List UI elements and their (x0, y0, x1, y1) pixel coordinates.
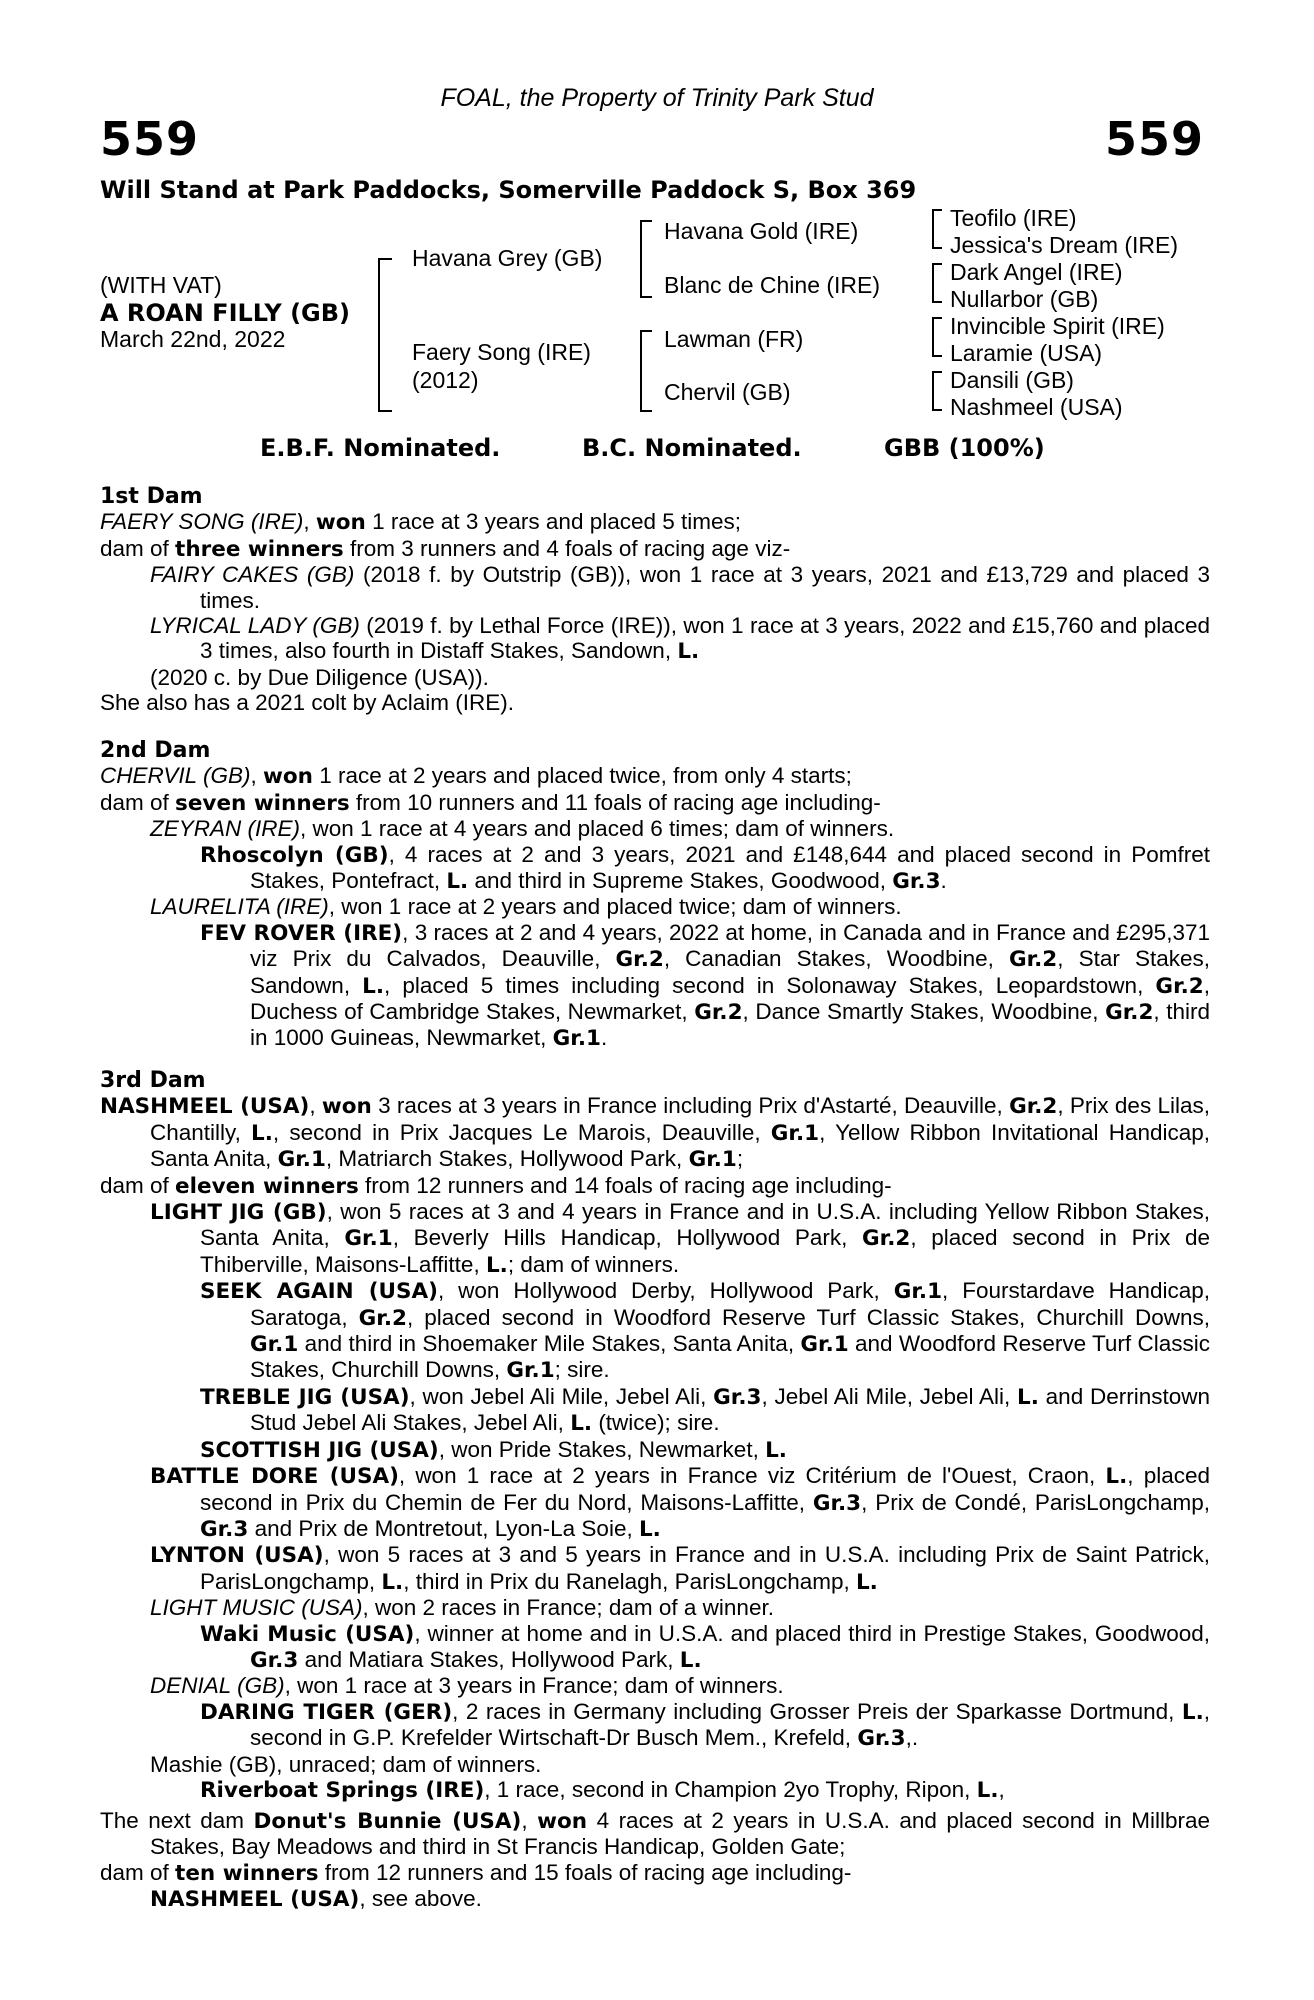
brace-3c (932, 317, 942, 357)
produce-entry: LIGHT JIG (GB), won 5 races at 3 and 4 years in France and in U.S.A. including Yellow Ribbon Stakes, Santa Anita, Gr.1, Beverly Hills Handicap, Hollywood Park, Gr.2, placed second in Prix de Thiberville, Maisons-Laffitte, L.; dam of winners. (150, 1199, 1210, 1278)
produce-summary: dam of seven winners from 10 runners and 11 foals of racing age including- (100, 789, 881, 816)
ped-sds: Dark Angel (IRE) (950, 259, 1123, 285)
foaling-date: March 22nd, 2022 (100, 326, 286, 352)
produce-entry: Rhoscolyn (GB), 4 races at 2 and 3 years, 2021 and £148,644 and placed second in Pomfret Stakes, Pontefract, L. and third in Supreme Stakes, Goodwood, Gr.3. (200, 841, 1210, 895)
produce-entry: FEV ROVER (IRE), 3 races at 2 and 4 years, 2022 at home, in Canada and in France and £295,371 viz Prix du Calvados, Deauville, Gr.2, Canadian Stakes, Woodbine, Gr.2, Star Stakes, Sandown, L., placed 5 times including second in Solonaway Stakes, Leopardstown, Gr.2, Duchess of Cambridge Stakes, Newmarket, Gr.2, Dance Smartly Stakes, Woodbine, Gr.2, third in 1000 Guineas, Newmarket, Gr.1. (200, 919, 1211, 1052)
dam-record: FAERY SONG (IRE), won 1 race at 3 years and placed 5 times; (100, 509, 742, 536)
next-dam-section (100, 1808, 1210, 1913)
produce-summary: dam of three winners from 3 runners and 4 foals of racing age viz- (100, 535, 791, 562)
sire-dam: Blanc de Chine (IRE) (664, 272, 881, 298)
dam-sire: Lawman (FR) (664, 326, 804, 352)
third-dam-section (100, 1068, 1210, 1803)
gbb-status: GBB (100%) (884, 434, 1045, 462)
ped-sss: Teofilo (IRE) (950, 205, 1077, 231)
section-heading: 3rd Dam (100, 1068, 206, 1093)
stand-location: Will Stand at Park Paddocks, Somerville Paddock S, Box 369 (100, 176, 917, 204)
section-heading: 1st Dam (100, 484, 203, 509)
vat-note: (WITH VAT) (100, 272, 222, 298)
dam-year: (2012) (412, 367, 479, 393)
brace-1 (378, 258, 392, 412)
sire-name: Havana Grey (GB) (412, 245, 603, 271)
produce-entry: TREBLE JIG (USA), won Jebel Ali Mile, Jebel Ali, Gr.3, Jebel Ali Mile, Jebel Ali, L. and Derrinstown Stud Jebel Ali Stakes, Jebel Ali, L. (twice); sire. (200, 1383, 1210, 1437)
page-caption: FOAL, the Property of Trinity Park Stud (440, 84, 874, 112)
brace-3b (932, 263, 942, 303)
produce-entry: BATTLE DORE (USA), won 1 race at 2 years in France viz Critérium de l'Ouest, Craon, L., placed second in Prix du Chemin de Fer du Nord, Maisons-Laffitte, Gr.3, Prix de Condé, ParisLongchamp, Gr.3 and Prix de Montretout, Lyon-La Soie, L. (150, 1463, 1211, 1542)
produce-entry: LYNTON (USA), won 5 races at 3 and 5 years in France and in U.S.A. including Prix de Saint Patrick, ParisLongchamp, L., third in Prix du Ranelagh, ParisLongchamp, L. (150, 1542, 1210, 1595)
produce-entry: LYRICAL LADY (GB) (2019 f. by Lethal Force (IRE)), won 1 race at 3 years, 2022 and £15,760 and placed 3 times, also fourth in Distaff Stakes, Sandown, L. (150, 613, 1211, 665)
produce-entry: LIGHT MUSIC (USA), won 2 races in France; dam of a winner. (150, 1595, 774, 1621)
brace-3d (932, 371, 942, 411)
second-dam-section (100, 738, 1210, 1052)
dam-name: Faery Song (IRE) (412, 339, 591, 365)
produce-note: She also has a 2021 colt by Aclaim (IRE). (100, 690, 514, 716)
sire-sire: Havana Gold (IRE) (664, 218, 859, 244)
lot-number-right: 559 (1104, 112, 1204, 166)
produce-entry: NASHMEEL (USA), see above. (150, 1886, 482, 1913)
ped-dss: Invincible Spirit (IRE) (950, 313, 1165, 339)
dam-record: The next dam Donut's Bunnie (USA), won 4 races at 2 years in U.S.A. and placed second in Millbrae Stakes, Bay Meadows and third in St Francis Handicap, Golden Gate; (100, 1808, 1210, 1860)
section-heading: 2nd Dam (100, 738, 211, 763)
ped-sdd: Nullarbor (GB) (950, 286, 1099, 312)
bc-nomination: B.C. Nominated. (582, 434, 802, 462)
ped-ddd: Nashmeel (USA) (950, 394, 1123, 420)
ped-ssd: Jessica's Dream (IRE) (950, 232, 1179, 258)
lot-horse-name: A ROAN FILLY (GB) (100, 299, 351, 327)
produce-entry: DARING TIGER (GER), 2 races in Germany including Grosser Preis der Sparkasse Dortmund, L., second in G.P. Krefelder Wirtschaft-Dr Busch Mem., Krefeld, Gr.3,. (200, 1698, 1211, 1752)
dam-record: CHERVIL (GB), won 1 race at 2 years and placed twice, from only 4 starts; (100, 763, 852, 790)
produce-entry: Waki Music (USA), winner at home and in U.S.A. and placed third in Prestige Stakes, Goodwood, Gr.3 and Matiara Stakes, Hollywood Park, L. (200, 1620, 1210, 1673)
first-dam-section (100, 484, 1210, 716)
produce-entry: ZEYRAN (IRE), won 1 race at 4 years and placed 6 times; dam of winners. (150, 816, 895, 842)
brace-2a (640, 220, 652, 298)
dam-record: NASHMEEL (USA), won 3 races at 3 years in France including Prix d'Astarté, Deauville, Gr.2, Prix des Lilas, Chantilly, L., second in Prix Jacques Le Marois, Deauville, Gr.1, Yellow Ribbon Invitational Handicap, Santa Anita, Gr.1, Matriarch Stakes, Hollywood Park, Gr.1; (100, 1093, 1211, 1173)
produce-entry: LAURELITA (IRE), won 1 race at 2 years and placed twice; dam of winners. (150, 894, 902, 920)
dam-dam: Chervil (GB) (664, 379, 791, 405)
produce-entry: DENIAL (GB), won 1 race at 3 years in France; dam of winners. (150, 1673, 784, 1699)
ebf-nomination: E.B.F. Nominated. (260, 434, 501, 462)
ped-dsd: Laramie (USA) (950, 340, 1103, 366)
produce-summary: dam of eleven winners from 12 runners and 14 foals of racing age including- (100, 1172, 892, 1199)
produce-entry: (2020 c. by Due Diligence (USA)). (150, 664, 489, 690)
lot-number-left: 559 (100, 112, 200, 166)
produce-entry: Mashie (GB), unraced; dam of winners. (150, 1751, 542, 1777)
brace-3a (932, 209, 942, 249)
produce-entry: FAIRY CAKES (GB) (2018 f. by Outstrip (GB)), won 1 race at 3 years, 2021 and £13,729 and placed 3 times. (150, 562, 1211, 613)
produce-summary: dam of ten winners from 12 runners and 15 foals of racing age including- (100, 1859, 852, 1886)
produce-entry: SCOTTISH JIG (USA), won Pride Stakes, Newmarket, L. (200, 1436, 787, 1463)
produce-entry: SEEK AGAIN (USA), won Hollywood Derby, Hollywood Park, Gr.1, Fourstardave Handicap, Saratoga, Gr.2, placed second in Woodford Reserve Turf Classic Stakes, Churchill Downs, Gr.1 and third in Shoemaker Mile Stakes, Santa Anita, Gr.1 and Woodford Reserve Turf Classic Stakes, Churchill Downs, Gr.1; sire. (200, 1278, 1210, 1384)
produce-entry: Riverboat Springs (IRE), 1 race, second in Champion 2yo Trophy, Ripon, L., (200, 1776, 1005, 1803)
brace-2b (640, 330, 652, 412)
ped-dds: Dansili (GB) (950, 367, 1074, 393)
